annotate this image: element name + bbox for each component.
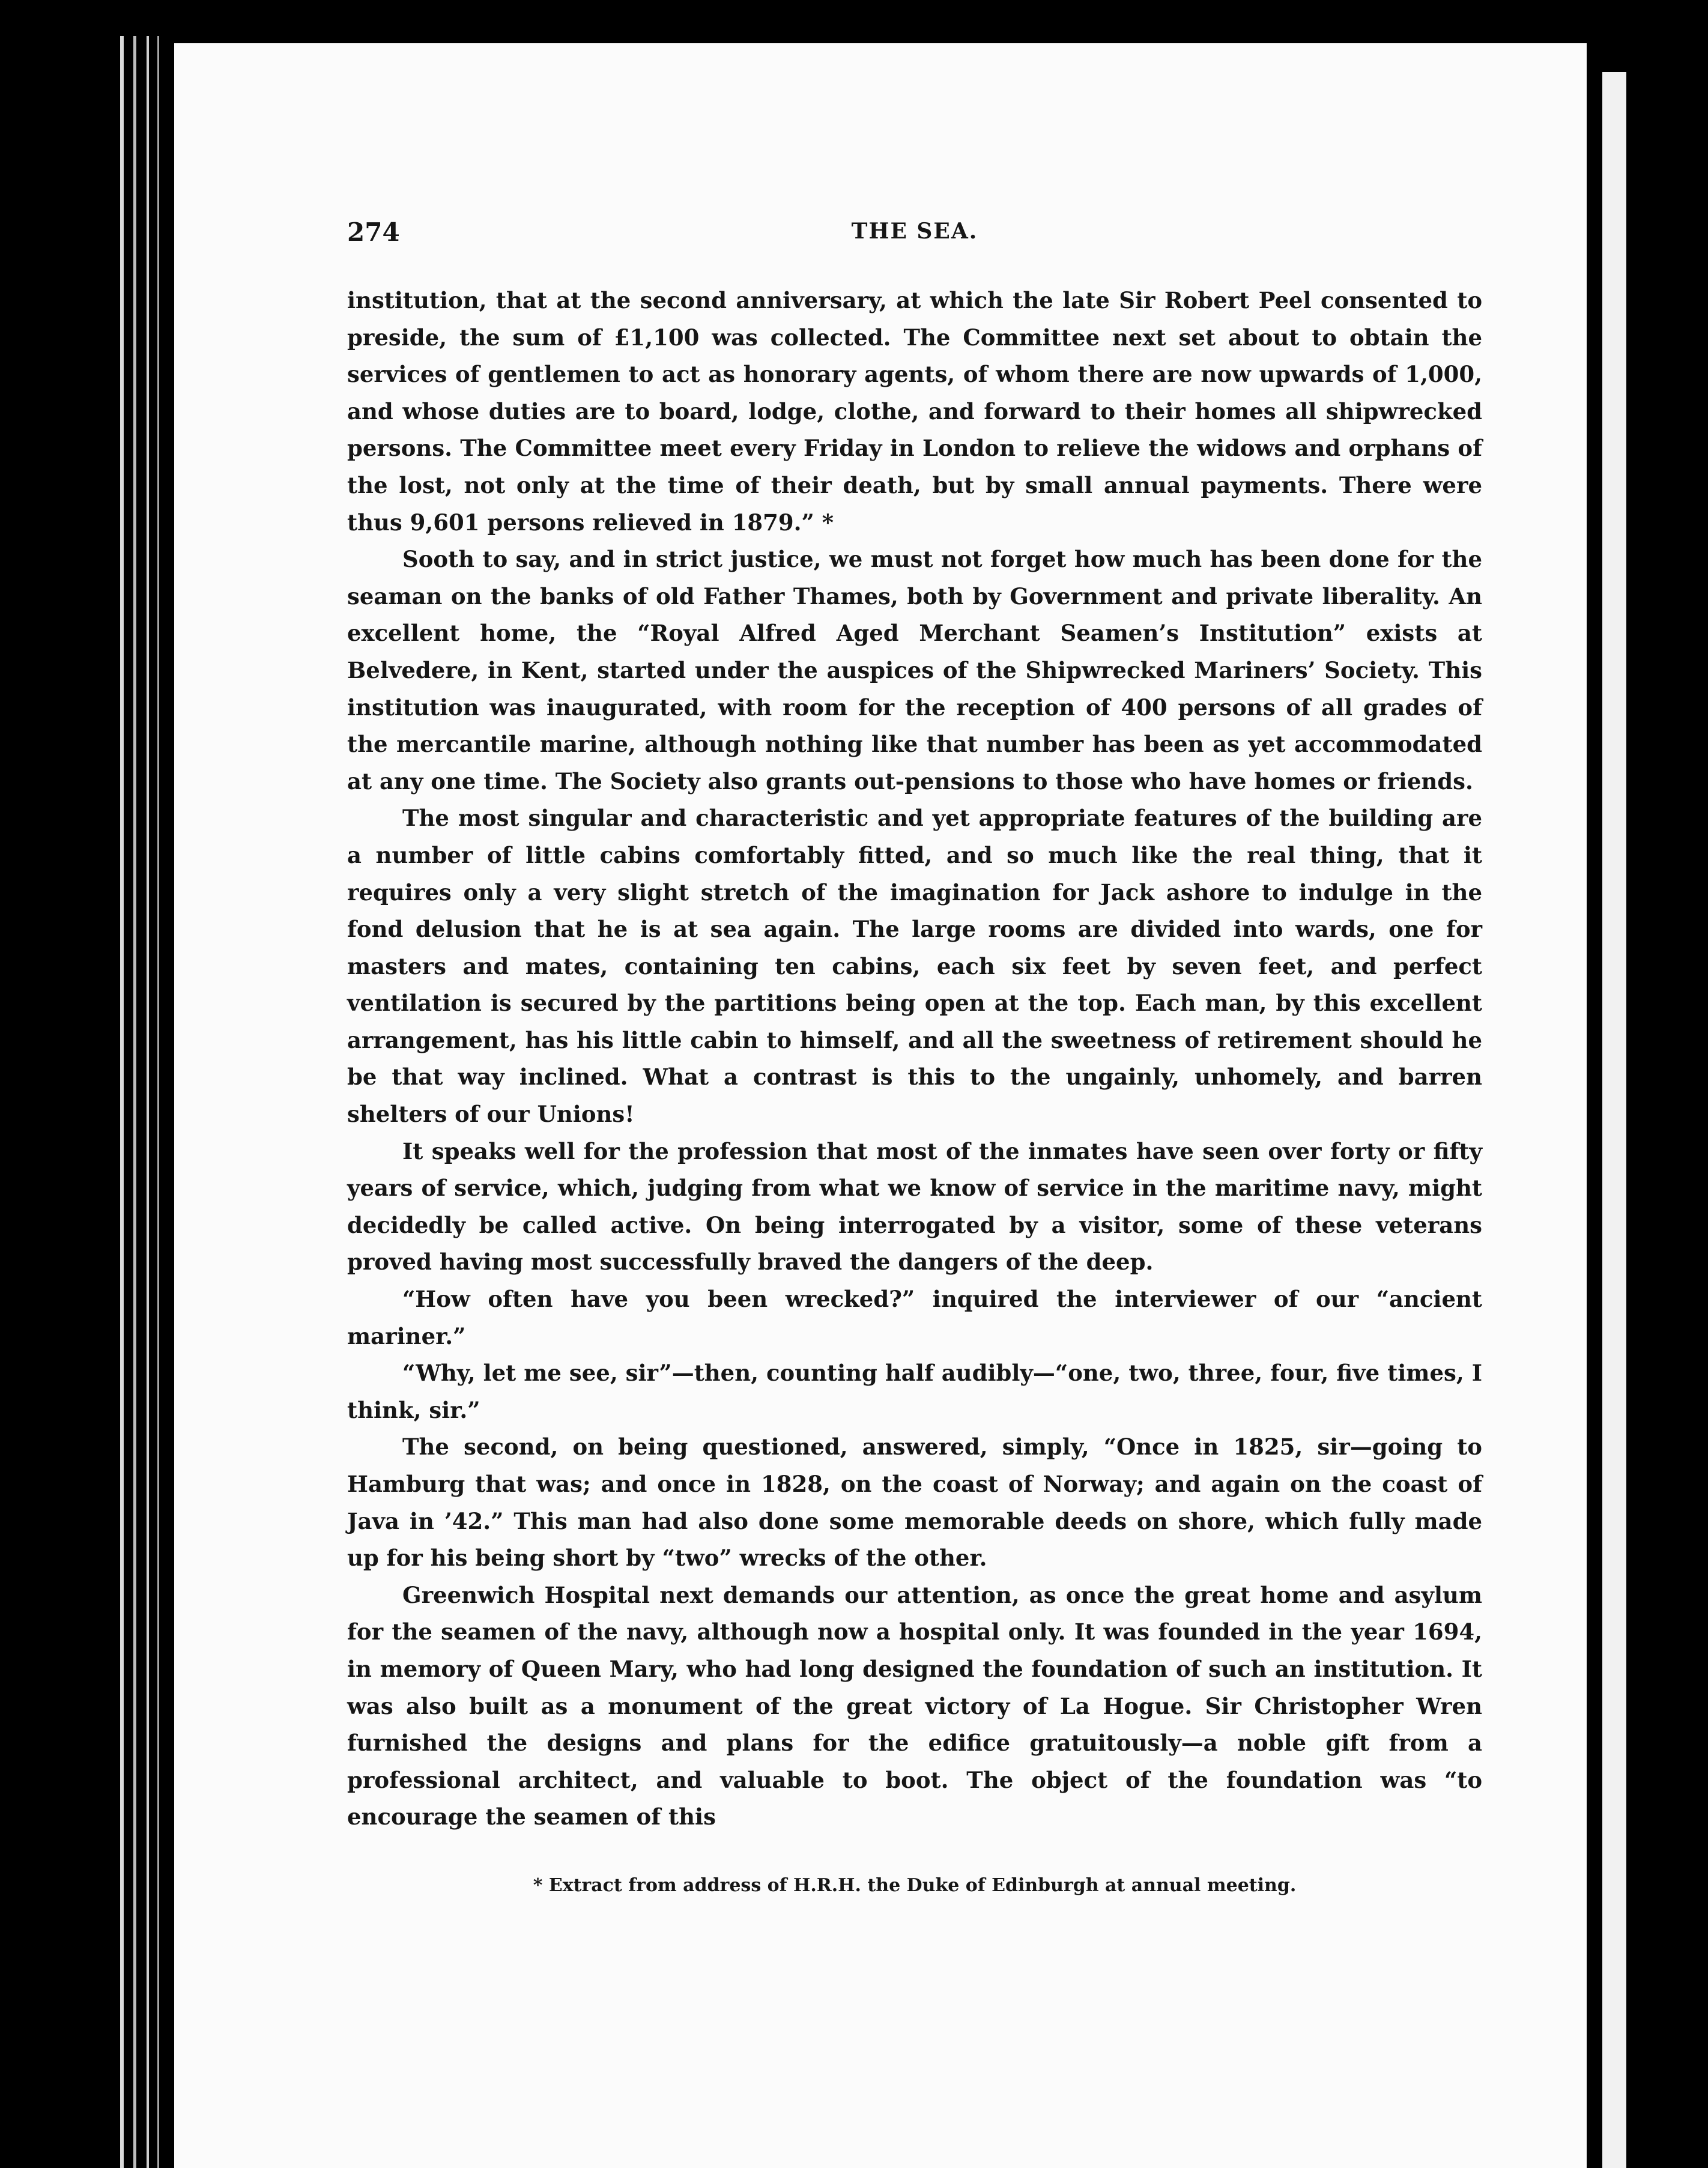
paragraph: It speaks well for the profession that most of the inmates have seen over forty or fifty years of service, which, judging from what we know of service in the maritime navy, might decidedly be called active. On being interrogated by a visitor, some of these veterans proved having most successfully braved the dangers of the deep.: [347, 1137, 1482, 1276]
paragraph: The most singular and characteristic and yet appropriate features of the building are a number of little cabins comfortably fitted, and so much like the real thing, that it requires only a very slight stretch of the imagination for Jack ashore to indulge in the fond delusion that he is at sea again. The large rooms are divided into wards, one for masters and mates, containing ten cabins, each six feet by seven feet, and perfect ventilation is secured by the partitions being open at the top. Each man, by this excellent arrangement, has his little cabin to himself, and all the sweetness of retirement should he be that way inclined. What a contrast is this to the ungainly, unhomely, and barren shelters of our Unions!: [347, 805, 1482, 1128]
paragraph: Greenwich Hospital next demands our attention, as once the great home and asylum for the seamen of the navy, although now a hospital only. It was founded in the year 1694, in memory of Queen Mary, who had long designed the foundation of such an institution. It was also built as a monument of the great victory of La Hogue. Sir Christopher Wren furnished the designs and plans for the edifice gratuitously—a noble gift from a professional architect, and valuable to boot. The object of the foundation was “to encourage the seamen of this: [347, 1581, 1482, 1830]
book-edge: [120, 36, 124, 2168]
running-head: [347, 217, 1482, 259]
body-text: [347, 282, 1482, 1836]
page-content: [347, 217, 1482, 1896]
running-title: THE SEA.: [851, 219, 978, 244]
book-page: [174, 43, 1587, 2168]
paragraph: The second, on being questioned, answered, simply, “Once in 1825, sir—going to Hamburg that was; and once in 1828, on the coast of Norway; and again on the coast of Java in ’42.” This man had also done some memorable deeds on shore, which fully made up for his being short by “two” wrecks of the other.: [347, 1434, 1482, 1572]
page-number: 274: [347, 217, 400, 247]
paragraph: “Why, let me see, sir”—then, counting half audibly—“one, two, three, four, five times, I think, sir.”: [347, 1360, 1482, 1423]
paragraph: “How often have you been wrecked?” inquired the interviewer of our “ancient mariner.”: [347, 1286, 1482, 1349]
next-page-edge: [1602, 72, 1626, 2168]
book-edge: [133, 36, 136, 2168]
book-edge: [157, 36, 159, 2168]
paragraph: Sooth to say, and in strict justice, we must not forget how much has been done for the seaman on the banks of old Father Thames, both by Government and private liberality. An excellent home, the “Royal Alfred Aged Merchant Seamen’s Institution” exists at Belvedere, in Kent, started under the auspices of the Shipwrecked Mariners’ Society. This institution was inaugurated, with room for the reception of 400 persons of all grades of the mercantile marine, although nothing like that number has been as yet accommodated at any one time. The Society also grants out-pensions to those who have homes or friends.: [347, 546, 1482, 795]
book-edge: [147, 36, 149, 2168]
paragraph: institution, that at the second anniversary, at which the late Sir Robert Peel consented to preside, the sum of £1,100 was collected. The Committee next set about to obtain the services of gentlemen to act as honorary agents, of whom there are now upwards of 1,000, and whose duties are to board, lodge, clothe, and forward to their homes all shipwrecked persons. The Committee meet every Friday in London to relieve the widows and orphans of the lost, not only at the time of their death, but by small annual payments. There were thus 9,601 persons relieved in 1879.” *: [347, 287, 1482, 536]
footnote: * Extract from address of H.R.H. the Duke of Edinburgh at annual meeting.: [533, 1875, 1297, 1896]
